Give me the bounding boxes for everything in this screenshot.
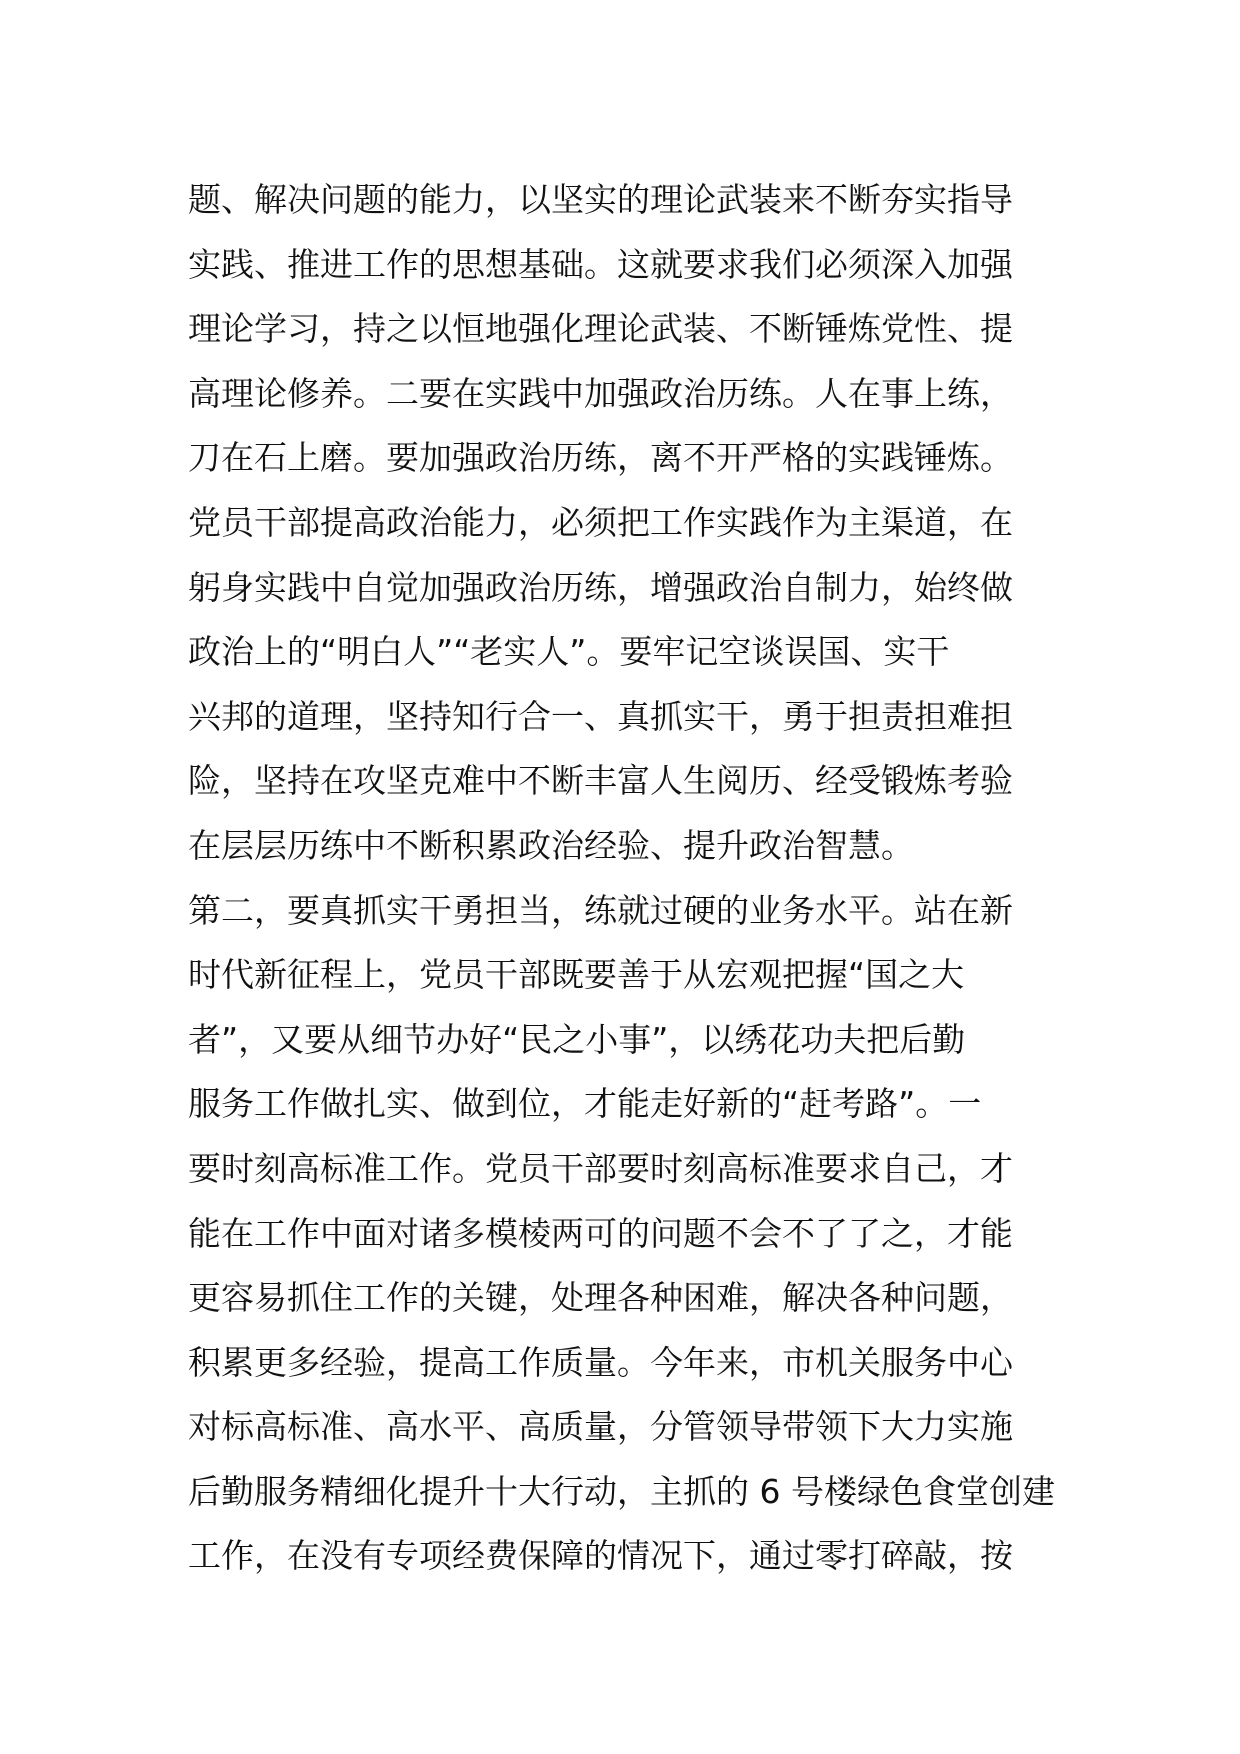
text-line-10: 险，坚持在攻坚克难中不断丰富人生阅历、经受锻炼考验 — [188, 761, 1013, 801]
text-line-18: 更容易抓住工作的关键，处理各种困难，解决各种问题， — [188, 1278, 1013, 1318]
text-line-2: 实践、推进工作的思想基础。这就要求我们必须深入加强 — [188, 244, 1013, 284]
text-line-14: 者”，又要从细节办好“民之小事”，以绣花功夫把后勤 — [188, 1019, 966, 1059]
text-line-5: 刀在石上磨。要加强政治历练，离不开严格的实践锤炼。 — [188, 438, 1013, 478]
text-line-3: 理论学习，持之以恒地强化理论武装、不断锤炼党性、提 — [188, 309, 1013, 349]
text-line-20: 对标高标准、高水平、高质量，分管领导带领下大力实施 — [188, 1407, 1013, 1447]
text-line-7: 躬身实践中自觉加强政治历练，增强政治自制力，始终做 — [188, 567, 1013, 607]
text-line-6: 党员干部提高政治能力，必须把工作实践作为主渠道，在 — [188, 502, 1013, 542]
text-line-12: 第二，要真抓实干勇担当，练就过硬的业务水平。站在新 — [188, 890, 1013, 930]
text-line-15: 服务工作做扎实、做到位，才能走好新的“赶考路”。一 — [188, 1084, 982, 1124]
text-line-16: 要时刻高标准工作。党员干部要时刻高标准要求自己，才 — [188, 1148, 1013, 1188]
text-line-13: 时代新征程上，党员干部既要善于从宏观把握“国之大 — [188, 955, 965, 995]
text-line-9: 兴邦的道理，坚持知行合一、真抓实干，勇于担责担难担 — [188, 696, 1013, 736]
text-line-1: 题、解决问题的能力，以坚实的理论武装来不断夯实指导 — [188, 180, 1013, 219]
text-line-8: 政治上的“明白人”“老实人”。要牢记空谈误国、实干 — [188, 632, 950, 672]
text-line-17: 能在工作中面对诸多模棱两可的问题不会不了了之，才能 — [188, 1213, 1013, 1253]
text-line-19: 积累更多经验，提高工作质量。今年来，市机关服务中心 — [188, 1342, 1013, 1382]
text-line-21: 后勤服务精细化提升十大行动，主抓的 6 号楼绿色食堂创建 — [188, 1471, 1055, 1511]
text-line-22: 工作，在没有专项经费保障的情况下，通过零打碎敲，按 — [188, 1536, 1013, 1576]
body-text — [188, 168, 1068, 1589]
text-line-4: 高理论修养。二要在实践中加强政治历练。人在事上练， — [188, 373, 1013, 413]
text-line-11: 在层层历练中不断积累政治经验、提升政治智慧。 — [188, 825, 914, 865]
